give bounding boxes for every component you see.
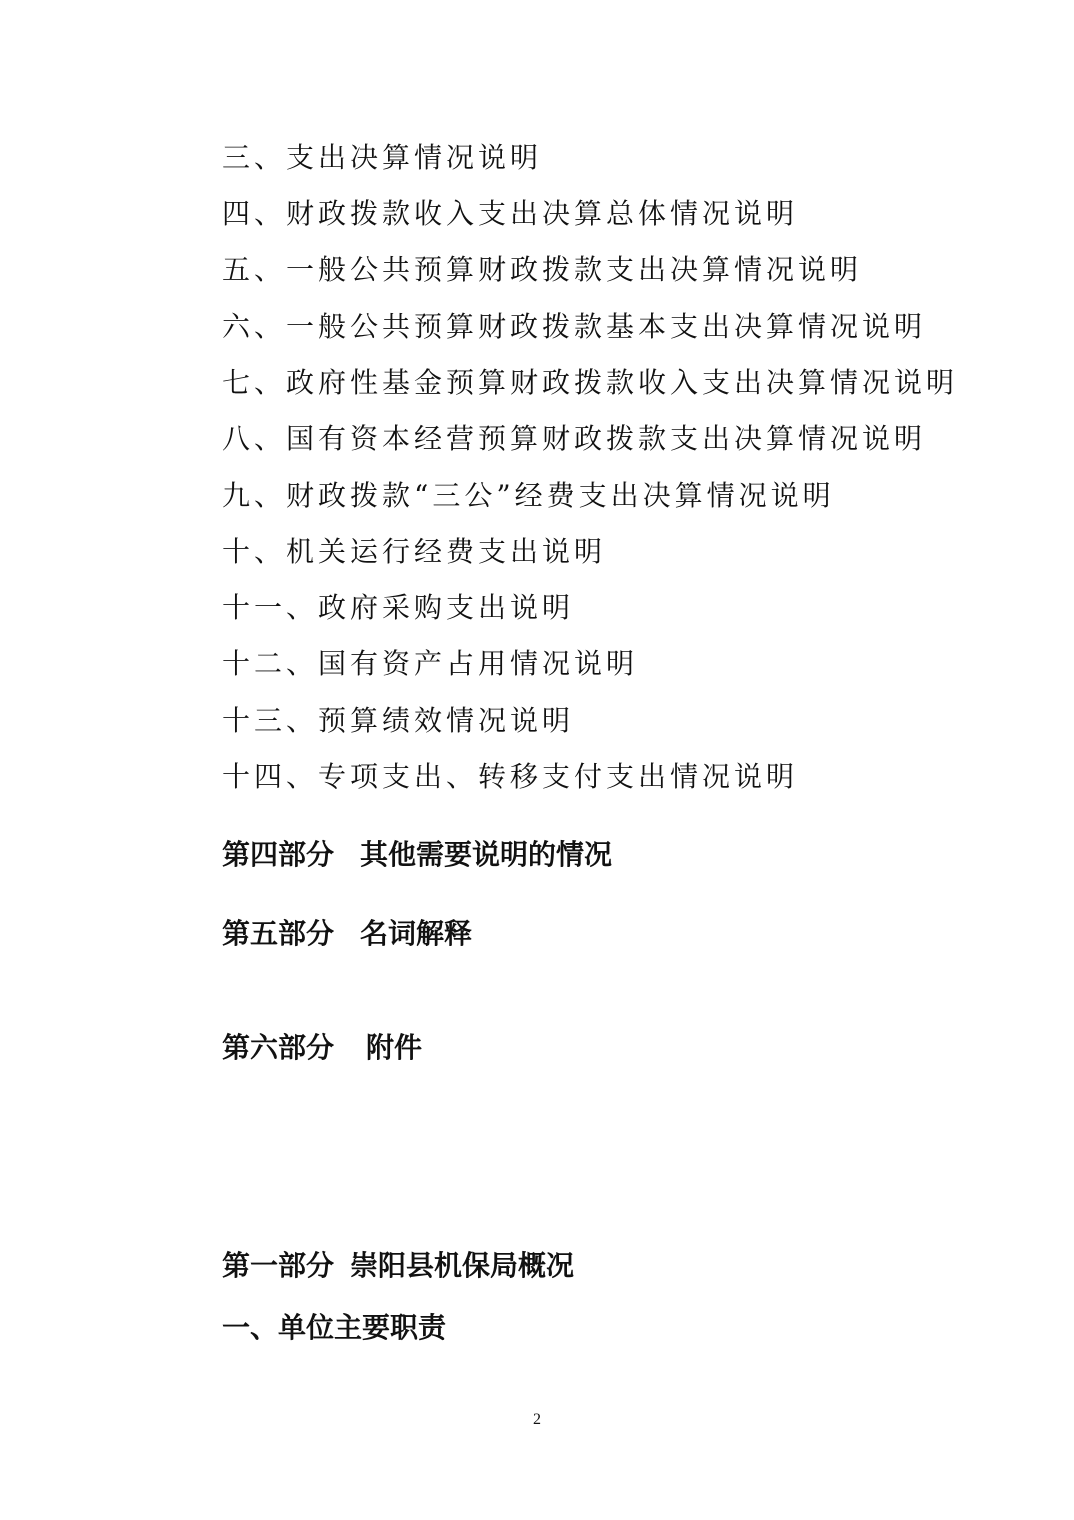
subheading: 一、单位主要职责: [222, 1311, 447, 1344]
section-title: 崇阳县机保局概况: [350, 1249, 575, 1282]
section-title: 名词解释: [360, 917, 473, 950]
toc-item: 十二、国有资产占用情况说明: [222, 647, 639, 680]
section-heading-part4: [222, 837, 612, 873]
toc-item: 八、国有资本经营预算财政拨款支出决算情况说明: [222, 422, 927, 455]
section-label: 第六部分: [222, 1031, 335, 1064]
toc-item: 四、财政拨款收入支出决算总体情况说明: [222, 197, 799, 230]
toc-item: 十、机关运行经费支出说明: [222, 535, 607, 568]
section-heading-part1: [222, 1248, 574, 1284]
section-title: 附件: [366, 1031, 423, 1064]
toc-item: 七、政府性基金预算财政拨款收入支出决算情况说明: [222, 366, 959, 399]
toc-item: 十三、预算绩效情况说明: [222, 704, 575, 737]
section-title: 其他需要说明的情况: [360, 838, 613, 871]
section-heading-part6: [222, 1030, 422, 1066]
toc-item: 五、一般公共预算财政拨款支出决算情况说明: [222, 253, 863, 286]
section-heading-part5: [222, 916, 472, 952]
section-label: 第一部分: [222, 1249, 335, 1282]
toc-item: 六、一般公共预算财政拨款基本支出决算情况说明: [222, 310, 927, 343]
toc-item: 十一、政府采购支出说明: [222, 591, 575, 624]
page-number: 2: [533, 1411, 541, 1428]
toc-item: 三、支出决算情况说明: [222, 141, 543, 174]
section-label: 第四部分: [222, 838, 335, 871]
toc-item: 九、财政拨款“三公”经费支出决算情况说明: [222, 479, 835, 512]
toc-item: 十四、专项支出、转移支付支出情况说明: [222, 760, 799, 793]
section-label: 第五部分: [222, 917, 335, 950]
